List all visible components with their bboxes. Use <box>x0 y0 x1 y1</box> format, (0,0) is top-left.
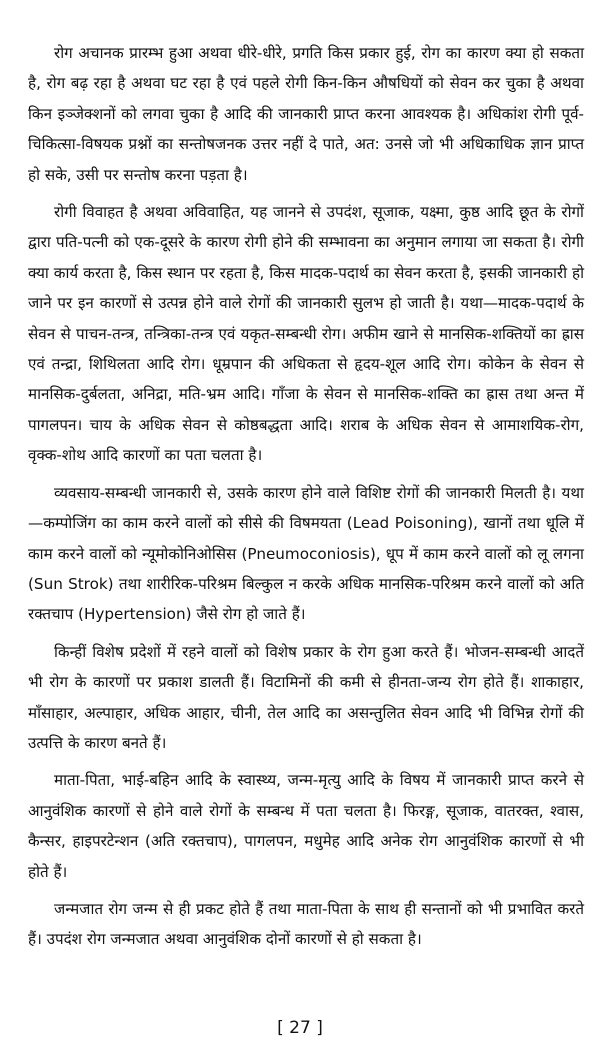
body-text <box>28 38 584 962</box>
paragraph-disease-history: रोग अचानक प्रारम्भ हुआ अथवा धीरे-धीरे, प्रगति किस प्रकार हुई, रोग का कारण क्या हो सकता है, रोग बढ़ रहा है अथवा घट रहा है एवं पहले रोगी किन-किन औषधियों को सेवन कर चुका है अथवा किन इञ्जेक्शनों को लगवा चुका है आदि की जानकारी प्राप्त करना आवश्यक है। अधिकांश रोगी पूर्व-चिकित्सा-विषयक प्रश्नों का सन्तोषजनक उत्तर नहीं दे पाते, अत: उनसे जो भी अधिकाधिक ज्ञान प्राप्त हो सके, उसी पर सन्तोष करना पड़ता है। <box>28 44 584 184</box>
paragraph-hereditary: माता-पिता, भाई-बहिन आदि के स्वास्थ्य, जन्म-मृत्यु आदि के विषय में जानकारी प्राप्त करने से आनुवंशिक कारणों से होने वाले रोगों के सम्बन्ध में पता चलता है। फिरङ्ग, सूजाक, वातरक्त, श्वास, कैन्सर, हाइपरटेन्शन (अति रक्तचाप), पागलपन, मधुमेह आदि अनेक रोग आनुवंशिक कारणों से भी होते हैं। <box>28 771 584 881</box>
paragraph-occupation: व्यवसाय-सम्बन्धी जानकारी से, उसके कारण होने वाले विशिष्ट रोगों की जानकारी मिलती है। यथा—कम्पोजिंग का काम करने वालों को सीसे की विषमयता (Lead Poisoning), खानों तथा धूलि में काम करने वालों को न्यूमोकोनिओसिस (Pneumoconiosis), धूप में काम करने वालों को लू लगना (Sun Strok) तथा शारीरिक-परिश्रम बिल्कुल न करके अधिक मानसिक-परिश्रम करने वालों को अति रक्तचाप (Hypertension) जैसे रोग हो जाते हैं। <box>28 483 584 624</box>
paragraph-congenital: जन्मजात रोग जन्म से ही प्रकट होते हैं तथा माता-पिता के साथ ही सन्तानों को भी प्रभावित करते हैं। उपदंश रोग जन्मजात अथवा आनुवंशिक दोनों कारणों से हो सकता है। <box>28 899 584 949</box>
page-number: [ 27 ] <box>277 1018 323 1038</box>
paragraph-marital-habits: रोगी विवाहत है अथवा अविवाहित, यह जानने से उपदंश, सूजाक, यक्ष्मा, कुष्ठ आदि छूत के रोगों द्वारा पति-पत्नी को एक-दूसरे के कारण रोगी होने की सम्भावना का अनुमान लगाया जा सकता है। रोगी क्या कार्य करता है, किस स्थान पर रहता है, किस मादक-पदार्थ का सेवन करता है, इसकी जानकारी हो जाने पर इन कारणों से उत्पन्न होने वाले रोगों की जानकारी सुलभ हो जाती है। यथा—मादक-पदार्थ के सेवन से पाचन-तन्त्र, तन्त्रिका-तन्त्र एवं यकृत-सम्बन्धी रोग। अफीम खाने से मानसिक-शक्तियों का ह्रास एवं तन्द्रा, शिथिलता आदि रोग। धूम्रपान की अधिकता से हृदय-शूल आदि रोग। कोकेन के सेवन से मानसिक-दुर्बलता, अनिद्रा, मति-भ्रम आदि। गाँजा के सेवन से मानसिक-शक्ति का ह्रास तथा अन्त में पागलपन। चाय के अधिक सेवन से कोष्ठबद्धता आदि। शराब के अधिक सेवन से आमाशयिक-रोग, वृक्क-शोथ आदि कारणों का पता चलता है। <box>28 203 584 465</box>
paragraph-region-diet: किन्हीं विशेष प्रदेशों में रहने वालों को विशेष प्रकार के रोग हुआ करते हैं। भोजन-सम्बन्धी आदतें भी रोग के कारणों पर प्रकाश डालती हैं। विटामिनों की कमी से हीनता-जन्य रोग होते हैं। शाकाहार, माँसाहार, अल्पाहार, अधिक आहार, चीनी, तेल आदि का असन्तुलित सेवन आदि भी विभिन्न रोगों की उत्पत्ति के कारण बनते हैं। <box>28 642 584 752</box>
